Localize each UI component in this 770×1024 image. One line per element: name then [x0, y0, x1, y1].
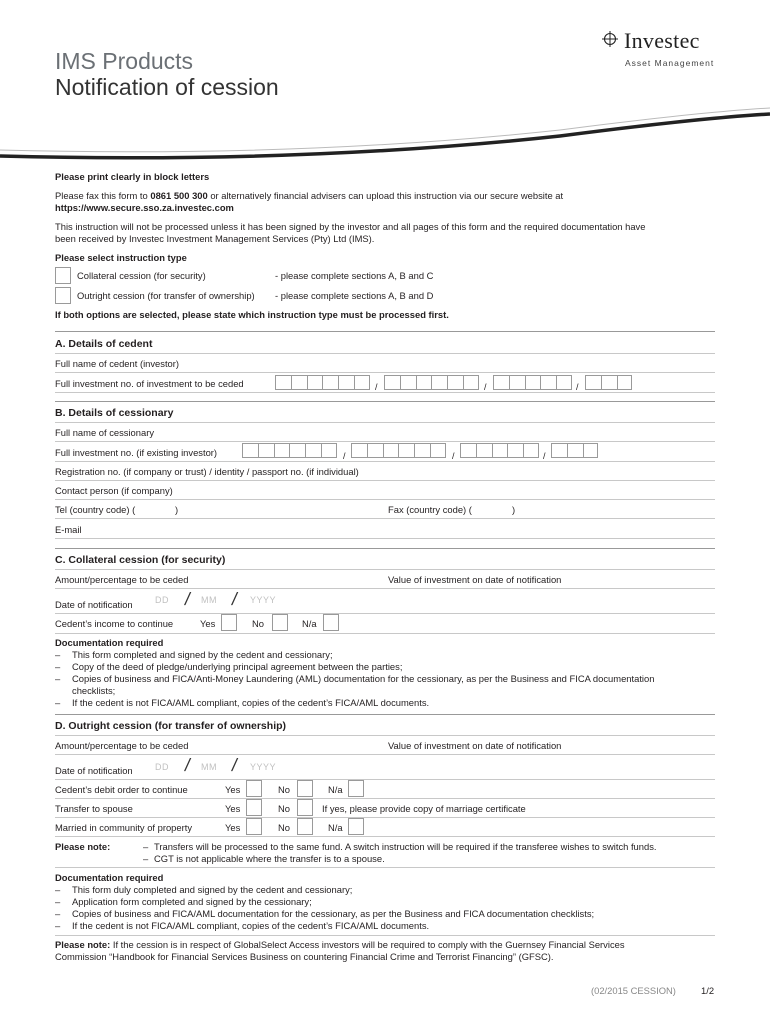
email-label: E-mail	[55, 524, 82, 535]
cedent-investment-no-part2[interactable]	[384, 375, 479, 390]
gfsc-note-1: Please note: If the cession is in respect of GlobalSelect Access investors will be required to comply with the Guernsey Financial Services	[55, 939, 625, 950]
divider	[55, 588, 715, 589]
d-date-mm[interactable]: MM	[201, 762, 217, 772]
registration-label: Registration no. (if company or trust) / identity / passport no. (if individual)	[55, 466, 359, 477]
section-b-heading: B. Details of cessionary	[55, 407, 174, 419]
cessionary-investment-no-label: Full investment no. (if existing investor)	[55, 447, 218, 458]
divider	[55, 422, 715, 423]
cessionary-investment-no-part1[interactable]	[242, 443, 337, 458]
divider	[55, 499, 715, 500]
both-options-note: If both options are selected, please state which instruction type must be processed first.	[55, 309, 449, 320]
divider	[55, 518, 715, 519]
c-income-no-label: No	[252, 618, 264, 629]
divider	[55, 735, 715, 736]
logo-subtitle: Asset Management	[625, 58, 715, 68]
investec-logo	[600, 28, 730, 68]
d-spouse-no-label: No	[278, 803, 290, 814]
c-doc-heading: Documentation required	[55, 637, 164, 648]
d-debit-na-label: N/a	[328, 784, 343, 795]
divider	[55, 867, 715, 868]
date-separator: /	[230, 589, 239, 609]
c-income-label: Cedent’s income to continue	[55, 618, 174, 629]
divider	[55, 779, 715, 780]
outright-cession-checkbox[interactable]	[55, 287, 71, 304]
cedent-investment-no-label: Full investment no. of investment to be ceded	[55, 378, 244, 389]
d-community-na-checkbox[interactable]	[348, 818, 364, 835]
d-date-yyyy[interactable]: YYYY	[250, 762, 277, 772]
collateral-cession-checkbox[interactable]	[55, 267, 71, 284]
date-separator: /	[183, 755, 192, 775]
form-code: (02/2015 CESSION)	[591, 985, 676, 996]
d-spouse-yes-checkbox[interactable]	[246, 799, 262, 816]
header-swoosh	[0, 100, 770, 160]
cedent-name-label: Full name of cedent (investor)	[55, 358, 180, 369]
fax-label: Fax (country code) (	[388, 504, 472, 515]
cedent-investment-no-part4[interactable]	[585, 375, 632, 390]
separator-slash: /	[452, 451, 455, 461]
separator-slash: /	[484, 382, 487, 392]
form-subtitle: Notification of cession	[55, 74, 279, 100]
outright-cession-note: - please complete sections A, B and D	[275, 290, 434, 301]
cedent-investment-no-part1[interactable]	[275, 375, 370, 390]
d-debit-no-label: No	[278, 784, 290, 795]
select-type-heading: Please select instruction type	[55, 252, 187, 263]
d-debit-yes-checkbox[interactable]	[246, 780, 262, 797]
processing-note-1: This instruction will not be processed unless it has been signed by the investor and all pages of this form and the required documentation have	[55, 221, 646, 232]
d-date-dd[interactable]: DD	[155, 762, 169, 772]
collateral-cession-label: Collateral cession (for security)	[77, 270, 206, 281]
divider	[55, 613, 715, 614]
separator-slash: /	[576, 382, 579, 392]
divider	[55, 353, 715, 354]
d-please-note-label: Please note:	[55, 841, 111, 852]
divider	[55, 633, 715, 634]
d-spouse-no-checkbox[interactable]	[297, 799, 313, 816]
separator-slash: /	[343, 451, 346, 461]
d-debit-label: Cedent’s debit order to continue	[55, 784, 188, 795]
c-doc-item: – If the cedent is not FICA/AML compliant, copies of the cedent’s FICA/AML documents.	[55, 697, 430, 708]
d-community-yes-label: Yes	[225, 822, 241, 833]
d-doc-item: – If the cedent is not FICA/AML compliant, copies of the cedent’s FICA/AML documents.	[55, 920, 430, 931]
divider	[55, 548, 715, 549]
c-income-na-label: N/a	[302, 618, 317, 629]
c-income-na-checkbox[interactable]	[323, 614, 339, 631]
date-separator: /	[230, 755, 239, 775]
d-doc-item: – Copies of business and FICA/AML documentation for the cessionary, as per the Business and FICA documentation checklists;	[55, 908, 595, 919]
d-note-1: – Transfers will be processed to the same fund. A switch instruction will be required if the transferee wishes to switch funds.	[143, 841, 657, 852]
d-note-2: – CGT is not applicable where the transfer is to a spouse.	[143, 853, 385, 864]
c-doc-item: – Copy of the deed of pledge/underlying principal agreement between the parties;	[55, 661, 403, 672]
d-community-label: Married in community of property	[55, 822, 193, 833]
secure-website: https://www.secure.sso.za.investec.com	[55, 202, 234, 213]
contact-person-label: Contact person (if company)	[55, 485, 173, 496]
c-date-label: Date of notification	[55, 599, 133, 610]
d-doc-item: – Application form completed and signed by the cessionary;	[55, 896, 312, 907]
c-income-no-checkbox[interactable]	[272, 614, 288, 631]
c-doc-item: – Copies of business and FICA/Anti-Money Laundering (AML) documentation for the cessionary, as per the Business and FICA documentation	[55, 673, 655, 684]
processing-note-2: been received by Investec Investment Management Services (Pty) Ltd (IMS).	[55, 233, 375, 244]
c-date-mm[interactable]: MM	[201, 595, 217, 605]
divider	[55, 441, 715, 442]
separator-slash: /	[375, 382, 378, 392]
cedent-investment-no-part3[interactable]	[493, 375, 572, 390]
d-amount-label: Amount/percentage to be ceded	[55, 740, 189, 751]
divider	[55, 392, 715, 393]
collateral-cession-note: - please complete sections A, B and C	[275, 270, 434, 281]
d-doc-item: – This form duly completed and signed by the cedent and cessionary;	[55, 884, 353, 895]
d-community-no-label: No	[278, 822, 290, 833]
d-debit-yes-label: Yes	[225, 784, 241, 795]
gfsc-note-2: Commission “Handbook for Financial Services Business on countering Financial Crime and Terrorist Financing” (GFSC).	[55, 951, 554, 962]
fax-instruction	[55, 190, 563, 201]
divider	[55, 331, 715, 332]
outright-cession-label: Outright cession (for transfer of ownership)	[77, 290, 255, 301]
c-amount-label: Amount/percentage to be ceded	[55, 574, 189, 585]
divider	[55, 935, 715, 936]
d-spouse-note: If yes, please provide copy of marriage certificate	[322, 803, 526, 814]
separator-slash: /	[543, 451, 546, 461]
d-debit-no-checkbox[interactable]	[297, 780, 313, 797]
d-community-yes-checkbox[interactable]	[246, 818, 262, 835]
divider	[55, 401, 715, 402]
c-income-yes-checkbox[interactable]	[221, 614, 237, 631]
investec-logo-icon	[602, 31, 618, 47]
divider	[55, 372, 715, 373]
c-doc-item: – This form completed and signed by the cedent and cessionary;	[55, 649, 333, 660]
divider	[55, 817, 715, 818]
tel-close-bracket: )	[175, 504, 179, 515]
print-clearly-note: Please print clearly in block letters	[55, 171, 210, 182]
divider	[55, 836, 715, 837]
divider	[55, 754, 715, 755]
c-doc-item: checklists;	[72, 685, 116, 696]
d-community-no-checkbox[interactable]	[297, 818, 313, 835]
d-spouse-yes-label: Yes	[225, 803, 241, 814]
d-date-label: Date of notification	[55, 765, 133, 776]
divider	[55, 461, 715, 462]
fax-text-2: or alternatively financial advisers can upload this instruction via our secure website at	[207, 190, 564, 201]
section-c-heading: C. Collateral cession (for security)	[55, 554, 226, 566]
d-community-na-label: N/a	[328, 822, 343, 833]
date-separator: /	[183, 589, 192, 609]
cessionary-investment-no-part3[interactable]	[460, 443, 539, 458]
c-date-yyyy[interactable]: YYYY	[250, 595, 277, 605]
tel-label: Tel (country code) (	[55, 504, 136, 515]
divider	[55, 798, 715, 799]
fax-close-bracket: )	[512, 504, 516, 515]
d-doc-heading: Documentation required	[55, 872, 164, 883]
section-d-heading: D. Outright cession (for transfer of ownership)	[55, 720, 287, 732]
fax-number: 0861 500 300	[150, 190, 208, 201]
logo-name: Investec	[624, 28, 700, 53]
d-spouse-label: Transfer to spouse	[55, 803, 133, 814]
divider	[55, 480, 715, 481]
cessionary-investment-no-part4[interactable]	[551, 443, 598, 458]
fax-text-1: Please fax this form to	[55, 190, 151, 201]
cessionary-name-label: Full name of cessionary	[55, 427, 155, 438]
c-date-dd[interactable]: DD	[155, 595, 169, 605]
section-a-heading: A. Details of cedent	[55, 338, 153, 350]
divider	[55, 538, 715, 539]
d-value-label: Value of investment on date of notification	[388, 740, 562, 751]
divider	[55, 714, 715, 715]
page-number: 1/2	[701, 985, 715, 996]
cessionary-investment-no-part2[interactable]	[351, 443, 446, 458]
c-income-yes-label: Yes	[200, 618, 216, 629]
divider	[55, 569, 715, 570]
form-title: IMS Products	[55, 48, 194, 74]
c-value-label: Value of investment on date of notification	[388, 574, 562, 585]
d-debit-na-checkbox[interactable]	[348, 780, 364, 797]
